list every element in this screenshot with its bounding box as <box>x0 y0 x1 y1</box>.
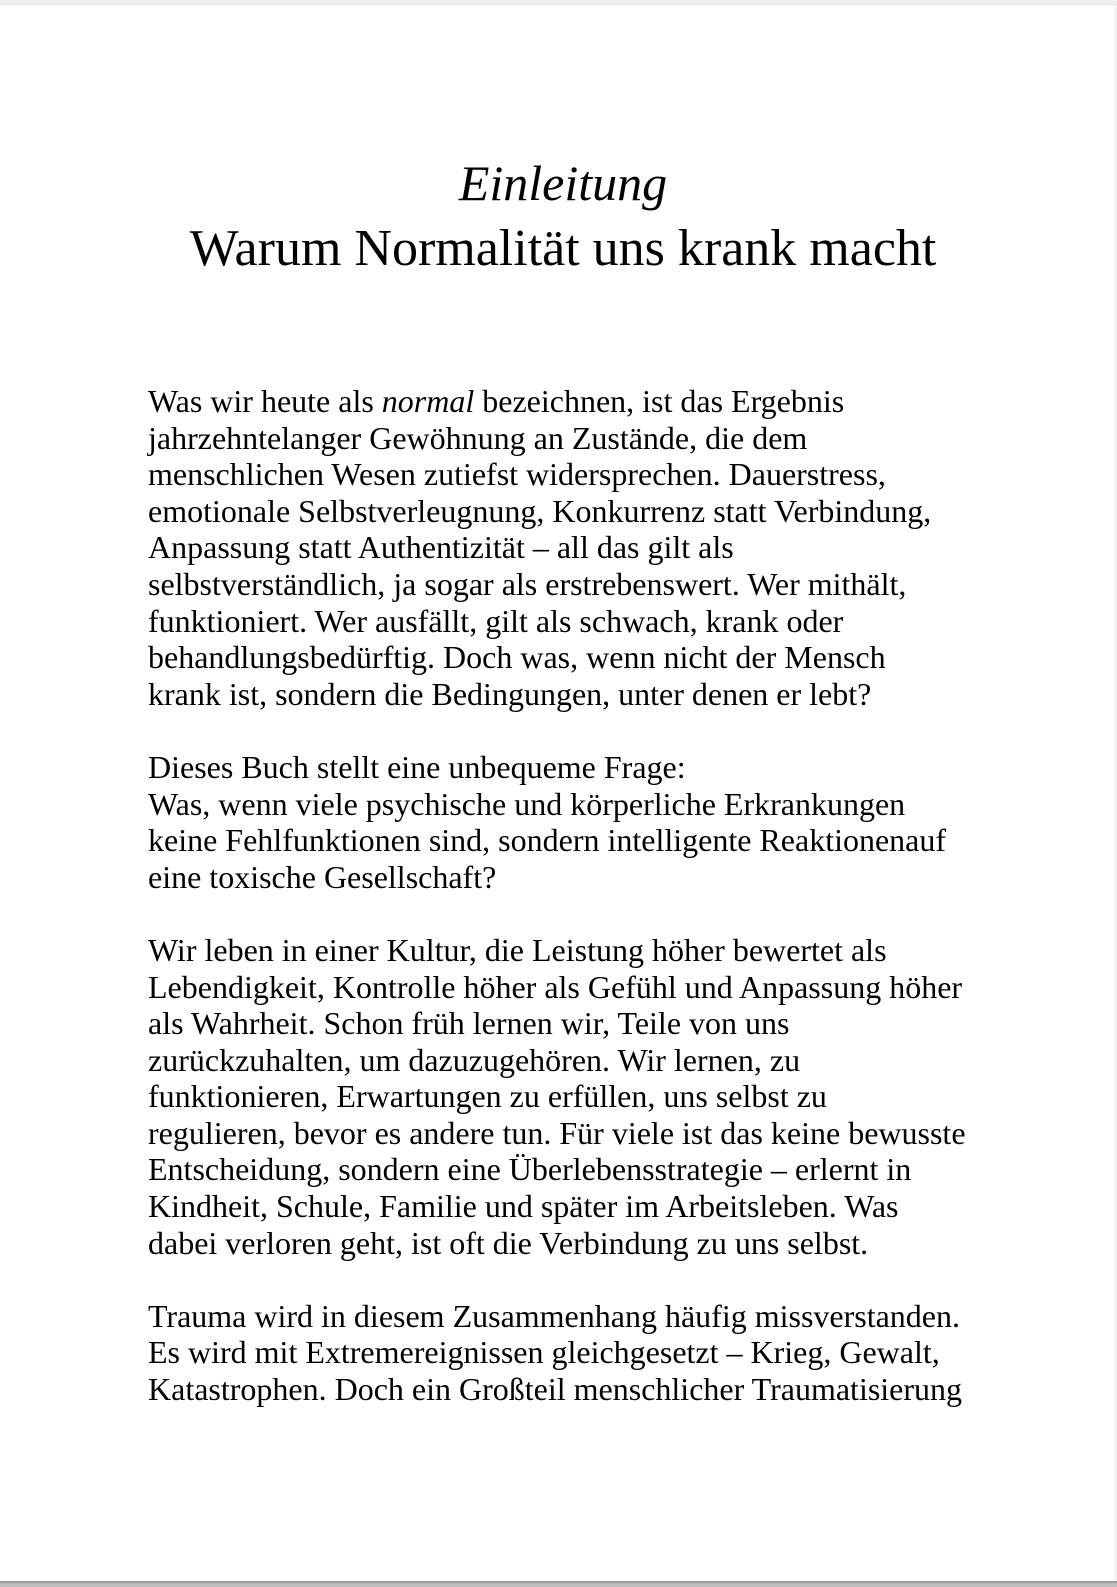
text-segment: jahrzehntelanger Gewöhnung an Zustände, die dem <box>148 419 808 456</box>
text-line <box>148 1334 978 1371</box>
paragraph <box>148 749 978 895</box>
page-content <box>148 0 978 1408</box>
text-segment: funktionieren, Erwartungen zu erfüllen, uns selbst zu <box>148 1078 827 1115</box>
text-segment: Was, wenn viele psychische und körperliche Erkrankungen <box>148 785 906 822</box>
text-line <box>148 822 978 859</box>
chapter-title-block <box>148 150 978 282</box>
emphasized-text: normal <box>381 383 475 419</box>
text-segment: Kindheit, Schule, Familie und später im Arbeitsleben. Was <box>148 1188 899 1225</box>
text-line <box>148 1225 978 1262</box>
text-segment: dabei verloren geht, ist oft die Verbindung zu uns selbst. <box>148 1224 869 1261</box>
text-line <box>148 1151 978 1188</box>
text-line <box>148 493 978 530</box>
text-segment: Anpassung statt Authentizität – all das gilt als <box>148 529 734 566</box>
text-line <box>148 1115 978 1152</box>
text-segment: Trauma wird in diesem Zusammenhang häufig missverstanden. <box>148 1297 960 1334</box>
chapter-label: Einleitung <box>458 155 668 211</box>
text-segment: eine toxische Gesellschaft? <box>148 858 497 895</box>
text-line <box>148 1078 978 1115</box>
text-segment: als Wahrheit. Schon früh lernen wir, Teile von uns <box>148 1005 790 1042</box>
text-line <box>148 529 978 566</box>
text-line <box>148 456 978 493</box>
paragraph <box>148 1298 978 1408</box>
text-line <box>148 749 978 786</box>
window-bottom-edge <box>0 1581 1117 1587</box>
text-segment: Was wir heute als <box>148 383 382 419</box>
text-segment: selbstverständlich, ja sogar als erstrebenswert. Wer mithält, <box>148 565 907 602</box>
text-line <box>148 1298 978 1335</box>
text-line <box>148 1042 978 1079</box>
text-line <box>148 676 978 713</box>
text-segment: keine Fehlfunktionen sind, sondern intelligente Reaktionenauf <box>148 822 947 859</box>
text-segment: zurückzuhalten, um dazuzugehören. Wir lernen, zu <box>148 1041 801 1078</box>
text-line <box>148 1005 978 1042</box>
text-segment: menschlichen Wesen zutiefst widersprechen. Dauerstress, <box>148 456 886 493</box>
text-segment: regulieren, bevor es andere tun. Für viele ist das keine bewusste <box>148 1114 966 1151</box>
text-line <box>148 1371 978 1408</box>
text-line <box>148 969 978 1006</box>
paragraph <box>148 383 978 712</box>
page-title: Warum Normalität uns krank macht <box>189 220 937 277</box>
text-segment: bezeichnen, ist das Ergebnis <box>474 383 845 419</box>
text-line <box>148 859 978 896</box>
text-segment: Es wird mit Extremereignissen gleichgesetzt – Krieg, Gewalt, <box>148 1334 940 1371</box>
text-segment: Katastrophen. Doch ein Großteil menschlicher Traumatisierung <box>148 1371 963 1408</box>
text-line <box>148 383 978 420</box>
text-segment: Entscheidung, sondern eine Überlebensstrategie – erlernt in <box>148 1151 912 1188</box>
text-line <box>148 786 978 823</box>
text-line <box>148 639 978 676</box>
text-segment: behandlungsbedürftig. Doch was, wenn nicht der Mensch <box>148 639 886 676</box>
text-segment: emotionale Selbstverleugnung, Konkurrenz statt Verbindung, <box>148 492 932 529</box>
text-segment: Dieses Buch stellt eine unbequeme Frage: <box>148 748 686 785</box>
text-line <box>148 932 978 969</box>
body-text <box>148 383 978 1408</box>
text-line <box>148 566 978 603</box>
text-line <box>148 420 978 457</box>
text-line <box>148 603 978 640</box>
text-segment: Lebendigkeit, Kontrolle höher als Gefühl und Anpassung höher <box>148 968 963 1005</box>
text-segment: funktioniert. Wer ausfällt, gilt als schwach, krank oder <box>148 602 844 639</box>
text-line <box>148 1188 978 1225</box>
text-segment: Wir leben in einer Kultur, die Leistung höher bewertet als <box>148 931 887 968</box>
paragraph <box>148 932 978 1261</box>
text-segment: krank ist, sondern die Bedingungen, unter denen er lebt? <box>148 675 872 712</box>
